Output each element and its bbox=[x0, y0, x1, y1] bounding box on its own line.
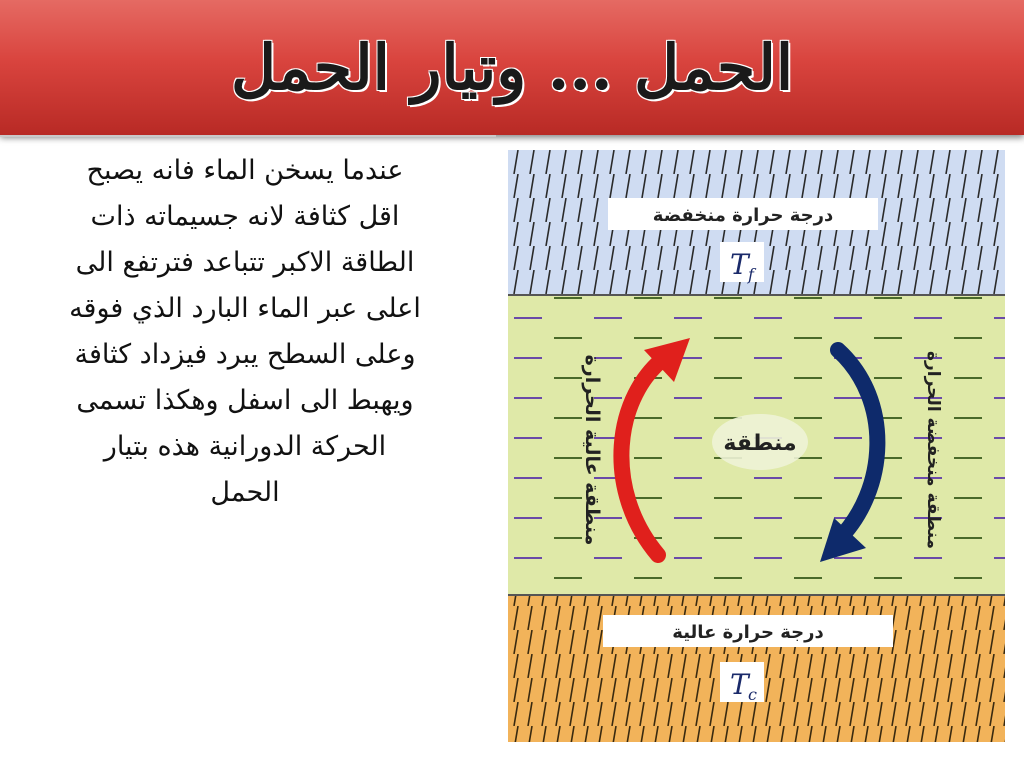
top-symbol: T bbox=[730, 248, 749, 281]
left-vertical-label: منطقة عالية الحرارة bbox=[581, 354, 603, 546]
body-text bbox=[10, 148, 480, 516]
body-line: عندما يسخن الماء فانه يصبح bbox=[86, 155, 404, 186]
center-label: منطقة bbox=[723, 431, 797, 456]
body-line: اعلى عبر الماء البارد الذي فوقه bbox=[69, 293, 421, 324]
body-line: وعلى السطح يبرد فيزداد كثافة bbox=[74, 339, 416, 370]
convection-diagram bbox=[508, 150, 1005, 742]
top-symbol-sub: f bbox=[748, 265, 754, 284]
body-line: اقل كثافة لانه جسيماته ذات bbox=[90, 201, 400, 232]
right-vertical-label: منطقة منخفضة الحرارة bbox=[923, 350, 943, 550]
bottom-symbol: T bbox=[730, 668, 749, 701]
body-line: ويهبط الى اسفل وهكذا تسمى bbox=[76, 385, 414, 416]
body-line: الطاقة الاكبر تتباعد فترتفع الى bbox=[75, 247, 415, 278]
top-label: درجة حرارة منخفضة bbox=[652, 205, 834, 226]
body-line: الحمل bbox=[210, 477, 280, 508]
bottom-symbol-sub: c bbox=[748, 685, 757, 704]
slide-title: الحمل ... وتيار الحمل bbox=[230, 31, 794, 104]
bottom-label: درجة حرارة عالية bbox=[672, 622, 824, 643]
diagram-svg bbox=[508, 150, 1005, 742]
body-line: الحركة الدورانية هذه بتيار bbox=[103, 431, 387, 462]
title-divider bbox=[0, 135, 496, 137]
